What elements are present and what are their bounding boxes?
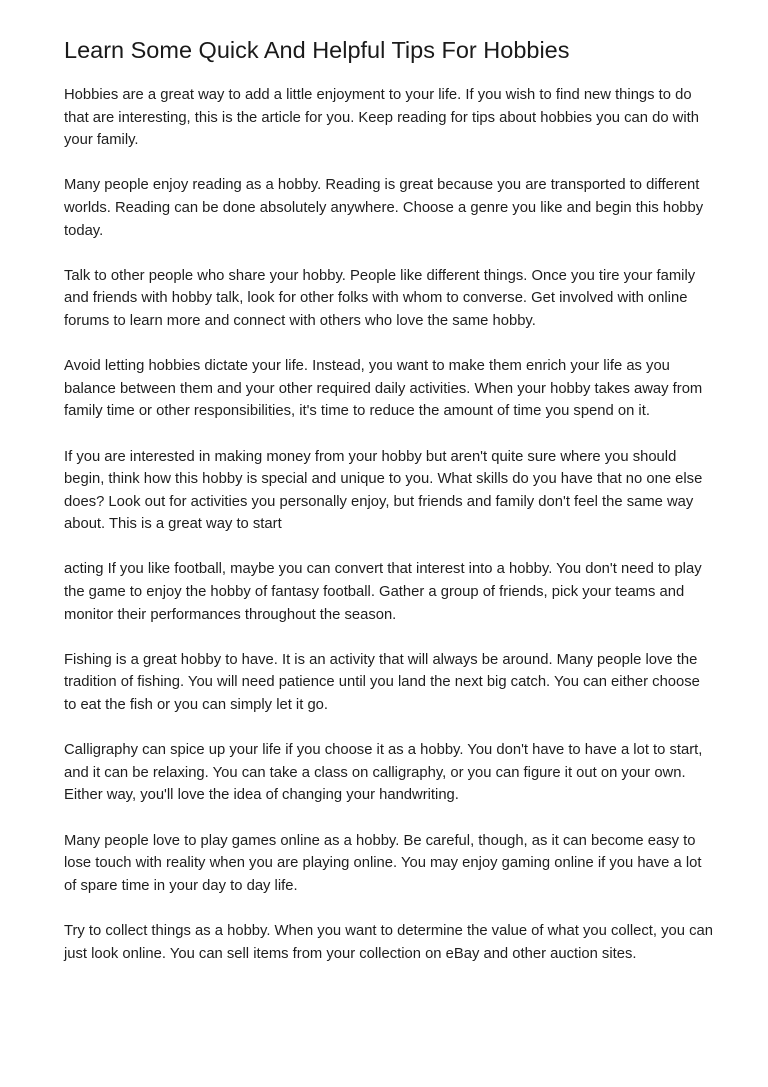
paragraph: acting If you like football, maybe you can convert that interest into a hobby. You don't need to play the game to enjoy the hobby of fantasy football. Gather a group of friends, pick your teams and monitor their performances throughout the season. [64,561,702,623]
paragraph: Many people enjoy reading as a hobby. Reading is great because you are transported to different worlds. Reading can be done absolutely anywhere. Choose a genre you like and begin this hobby today. [64,177,704,239]
paragraph: Avoid letting hobbies dictate your life. Instead, you want to make them enrich your life as you balance between them and your other required daily activities. When your hobby takes away from family time or other responsibilities, it's time to reduce the amount of time you spend on it. [64,358,703,420]
paragraph: Hobbies are a great way to add a little enjoyment to your life. If you wish to find new things to do that are interesting, this is the article for you. Keep reading for tips about hobbies you can do with your family. [64,87,699,149]
document-page [64,36,714,988]
paragraph: Talk to other people who share your hobby. People like different things. Once you tire your family and friends with hobby talk, look for other folks with whom to converse. Get involved with online forums to learn more and connect with others who love the same hobby. [64,267,696,329]
paragraph: Try to collect things as a hobby. When you want to determine the value of what you collect, you can just look online. You can sell items from your collection on eBay and other auction sites. [64,922,713,962]
paragraph: Many people love to play games online as a hobby. Be careful, though, as it can become easy to lose touch with reality when you are playing online. You may enjoy gaming online if you have a lot of spare time in your day to day life. [64,832,702,894]
paragraph: If you are interested in making money from your hobby but aren't quite sure where you should begin, think how this hobby is special and unique to you. What skills do you have that no one else does? Look out for activities you personally enjoy, but friends and family don't feel the same way about. This is a great way to start [64,448,703,533]
paragraph: Fishing is a great hobby to have. It is an activity that will always be around. Many people love the tradition of fishing. You will need patience until you land the next big catch. You can either choose to eat the fish or you can simply let it go. [64,651,700,714]
paragraph: Calligraphy can spice up your life if you choose it as a hobby. You don't have to have a lot to start, and it can be relaxing. You can take a class on calligraphy, or you can figure it out on your own. Either way, you'll love the idea of changing your handwriting. [64,742,703,804]
document-title: Learn Some Quick And Helpful Tips For Hobbies [64,37,570,63]
